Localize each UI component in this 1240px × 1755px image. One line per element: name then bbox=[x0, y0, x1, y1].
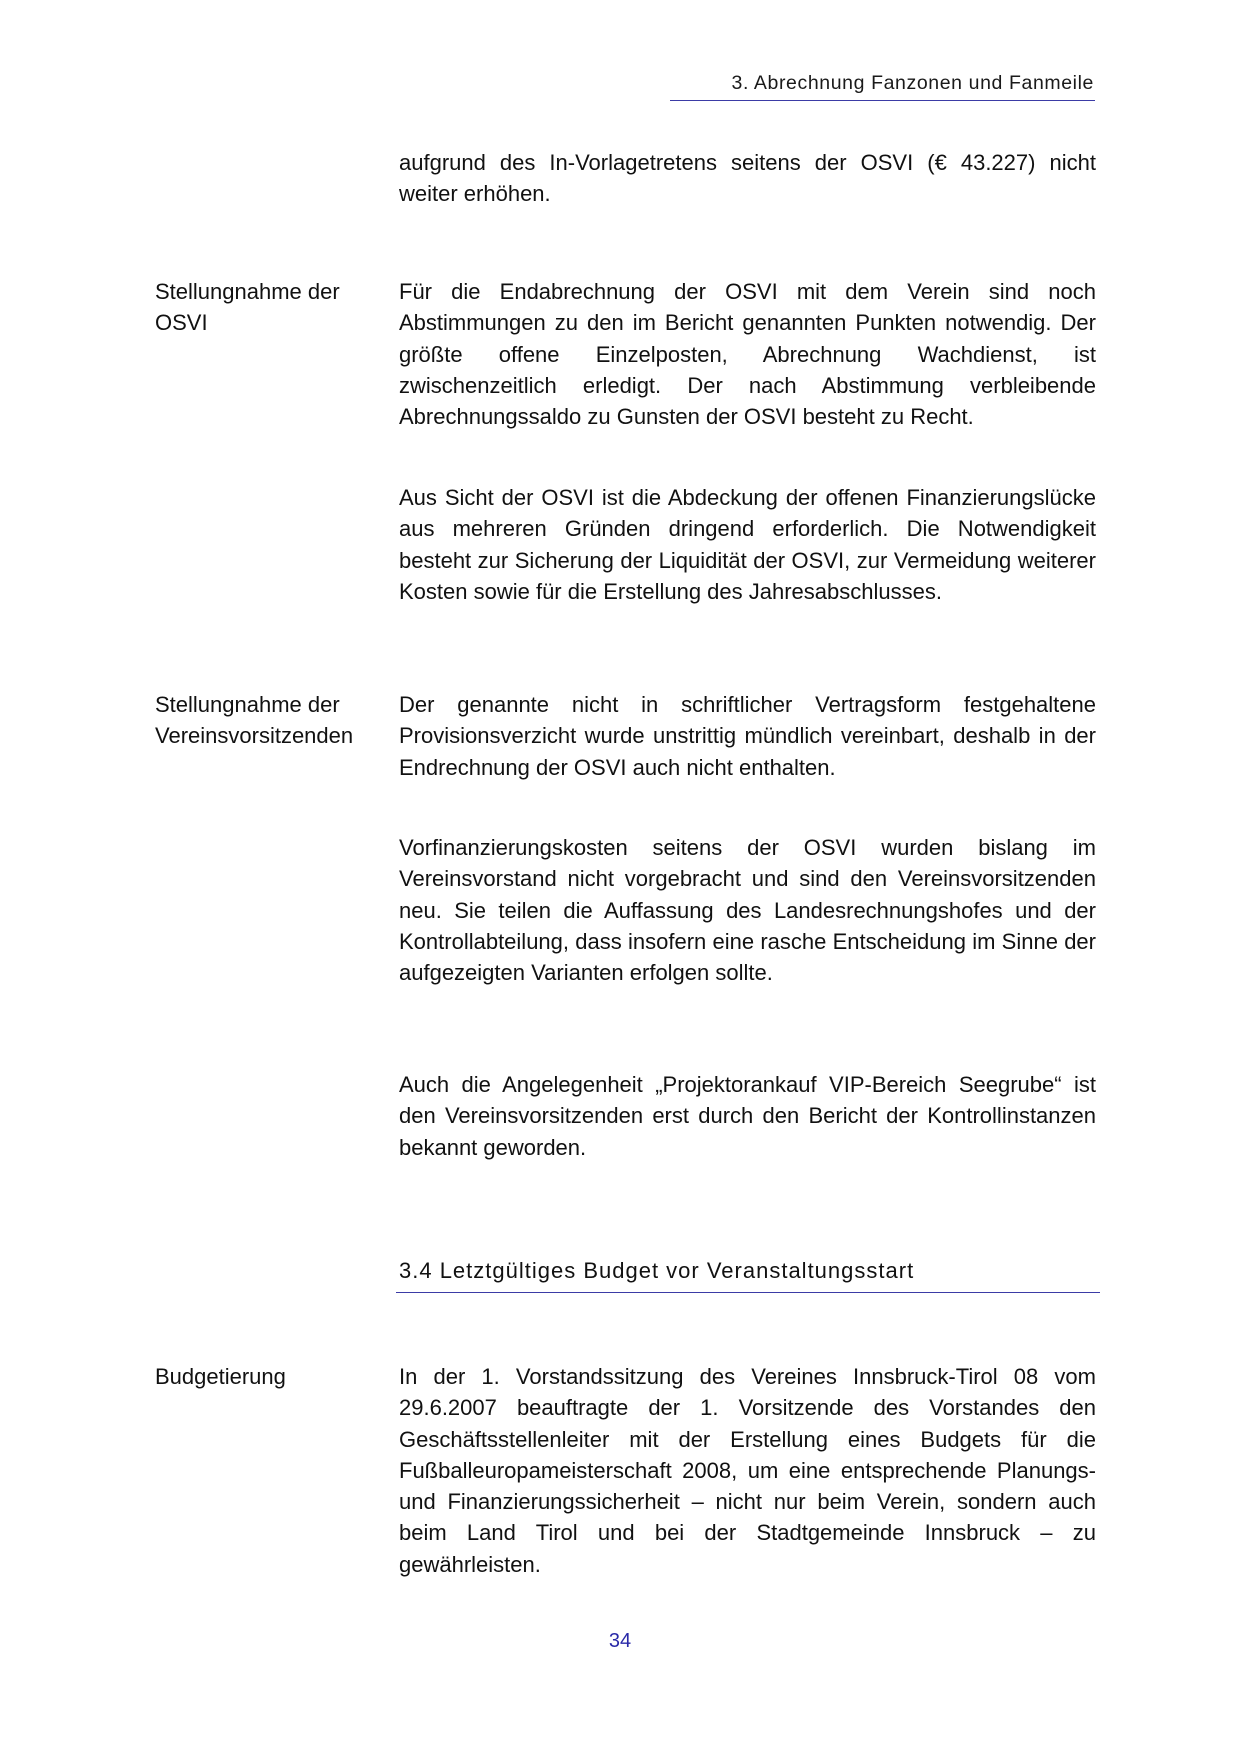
margin-label-vv-line1: Stellungnahme der bbox=[155, 692, 340, 717]
margin-label-osvi-line1: Stellungnahme der bbox=[155, 279, 340, 304]
page-number: 34 bbox=[608, 1630, 632, 1652]
margin-label-osvi-line2: OSVI bbox=[155, 310, 208, 335]
osvi-paragraph-1: Für die Endabrechnung der OSVI mit dem Verein sind noch Abstimmungen zu den im Bericht genannten Punkten notwendig. Der größte offene Einzelposten, Abrechnung Wachdienst, ist zwischenzeitlich erledigt. Der nach Abstimmung verbleibende Abrechnungssaldo zu Gunsten der OSVI besteht zu Recht. bbox=[399, 279, 1096, 430]
budget-paragraph-1: In der 1. Vorstandssitzung des Vereines Innsbruck-Tirol 08 vom 29.6.2007 beauftragte der 1. Vorsitzende des Vorstandes den Geschäftsstellenleiter mit der Erstellung eines Budgets für die Fußballeuropameisterschaft 2008, um eine entsprechende Planungs- und Finanzierungssicherheit – nicht nur beim Verein, sondern auch beim Land Tirol und bei der Stadtgemeinde Innsbruck – zu gewährleisten. bbox=[399, 1364, 1096, 1577]
margin-label-vereinsvorsitzende bbox=[155, 689, 385, 751]
margin-label-vv-line2: Vereinsvorsitzenden bbox=[155, 723, 354, 748]
vereinsvorsitzende-paragraph-3: Auch die Angelegenheit „Projektorankauf VIP-Bereich Seegrube“ ist den Vereinsvorsitzenden erst durch den Bericht der Kontrollinstanzen bekannt geworden. bbox=[399, 1072, 1096, 1160]
running-header: 3. Abrechnung Fanzonen und Fanmeile bbox=[731, 72, 1094, 94]
vereinsvorsitzende-paragraph-2: Vorfinanzierungskosten seitens der OSVI wurden bislang im Vereinsvorstand nicht vorgebracht und sind den Vereinsvorsitzenden neu. Sie teilen die Auffassung des Landesrechnungshofes und der Kontrollabteilung, dass insofern eine rasche Entscheidung im Sinne der aufgezeigten Varianten erfolgen sollte. bbox=[399, 835, 1096, 986]
section-rule bbox=[396, 1292, 1100, 1293]
header-rule bbox=[670, 100, 1095, 101]
intro-paragraph: aufgrund des In-Vorlagetretens seitens der OSVI (€ 43.227) nicht weiter erhöhen. bbox=[399, 150, 1096, 207]
margin-label-osvi bbox=[155, 276, 385, 338]
section-heading: 3.4 Letztgültiges Budget vor Veranstaltungsstart bbox=[399, 1258, 915, 1283]
margin-label-budgetierung: Budgetierung bbox=[155, 1364, 286, 1389]
vereinsvorsitzende-paragraph-1: Der genannte nicht in schriftlicher Vertragsform festgehaltene Provisionsverzicht wurde unstrittig mündlich vereinbart, deshalb in der Endrechnung der OSVI auch nicht enthalten. bbox=[399, 692, 1096, 780]
osvi-paragraph-2: Aus Sicht der OSVI ist die Abdeckung der offenen Finanzierungslücke aus mehreren Gründen dringend erforderlich. Die Notwendigkeit besteht zur Sicherung der Liquidität der OSVI, zur Vermeidung weiterer Kosten sowie für die Erstellung des Jahresabschlusses. bbox=[399, 485, 1096, 604]
